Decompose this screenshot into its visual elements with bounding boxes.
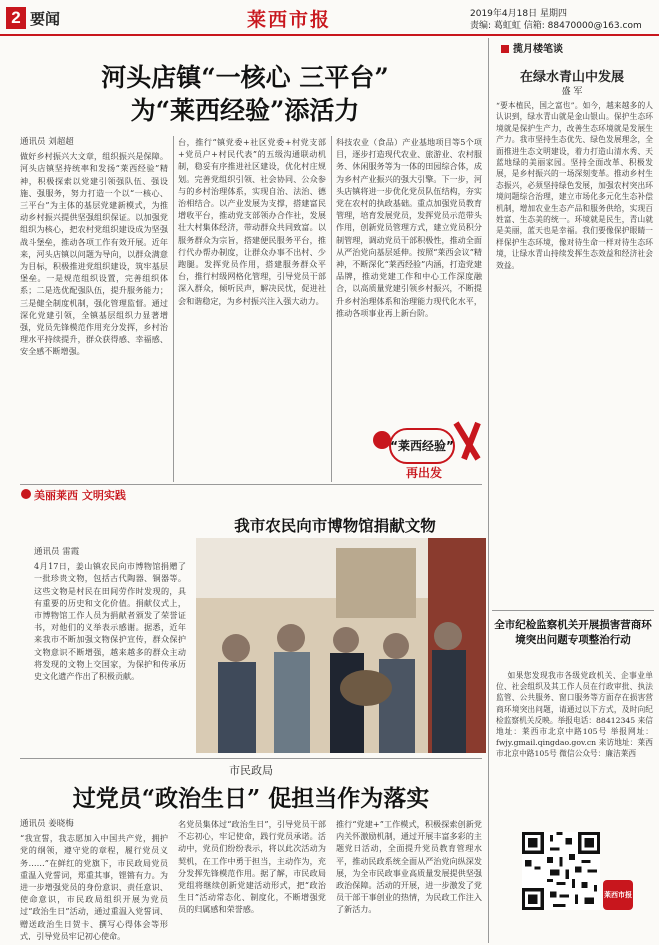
culture-body — [34, 546, 186, 746]
politics-headline: 过党员“政治生日” 促担当作为落实 — [72, 785, 430, 812]
issue-date: 2019年4月18日 星期四 — [470, 9, 567, 19]
app-icon[interactable]: 莱西市报 — [603, 880, 633, 910]
sidebar-author: 盛 军 — [561, 87, 583, 97]
lead-reporter: 通讯员 刘超超 — [20, 137, 74, 147]
logo-text-line1: “莱西经验” — [390, 439, 454, 453]
culture-reporter: 通讯员 雷霞 — [34, 547, 80, 557]
masthead-logo: 莱西市报 — [247, 9, 332, 31]
politics-column-1 — [20, 818, 168, 940]
flower-icon — [20, 488, 32, 500]
politics-body-2: 名党员集体过“政治生日”，引导党员干部不忘初心，牢记使命，践行党员承诺。活动中，党员们纷纷表示，将以此次活动为契机，在工作中勇于担当，主动作为，充分发挥先锋模范作用。据了解，市民政局党组将继续创新党建活动形式，把“政治生日”活动常态化、制度化，不断增强党员的归属感和荣誉感。 — [178, 819, 326, 915]
sidebar-body-2-text: 如果您发现我市各级党政机关、企事业单位、社会组织及其工作人员在行政审批、执法监管、公共服务、窗口服务等方面存在损害营商环境突出问题，请通过以下方式，及时向纪检监察机关反映。举报电话：88412345 来信地址：莱西市北京中路105号 举报网址：fwjy.gmail.qingdao.gov.cn 来访地址：莱西市北京中路105号 微信公众号：廉洁莱西 — [496, 671, 653, 759]
lead-headline-line2: 为“莱西经验”添活力 — [130, 96, 360, 125]
laixi-experience-logo — [360, 415, 488, 493]
politics-column-2 — [178, 818, 326, 940]
lead-body-1: 做好乡村振兴大文章，组织振兴是保障。河头店镇坚持统率和发扬“莱西经验”精神，积极探索以党建引领强队伍、强设施、强服务，努力打造一个以“一核心、三平台”为主体的基层党建新模式，为推动乡村振兴提供坚强组织保证。以加强党组织为核心，把农村党组织建设成为坚强战斗堡垒，推动各项工作有效开展。近年来，河头店镇以问题为导向，以群众满意为目标，积极推进党组织建设，筑牢基层堡垒。一是规范组织设置，完善组织体系；二是选优配强队伍，提升服务能力；三是健全制度机制，强化管理监督。通过深化党建引领，全镇基层组织力显著增强，党员先锋模范作用充分发挥，乡村治理水平持续提升，群众获得感、幸福感、安全感不断增强。 — [20, 151, 168, 357]
sidebar-rule — [492, 610, 654, 611]
culture-section-tag: 美丽莱西 文明实践 — [34, 489, 126, 502]
section-divider — [20, 758, 482, 759]
politics-body-3: 推行“党建+”工作模式，积极探索创新党内关怀激励机制，通过开展丰富多彩的主题党日活动，全面提升党员教育管理水平，推动民政系统全面从严治党向纵深发展，为全市民政事业高质量发展提供坚强政治保障。活动的开展，进一步激发了党员干部干事创业的热情，为民政工作注入了新活力。 — [336, 819, 482, 915]
politics-column-3 — [336, 818, 482, 940]
lead-body-3: 科技农业（食品）产业基地项目等5个项目，逐步打造现代农业、旅游业、农村服务、休闲服务等为一体的田园综合体，成为乡村产业振兴的强大引擎。下一步，河头店镇将进一步优化党员队伍结构，夯实党在农村的执政基础。重点加强党员教育管理，培育发展党员，发挥党员示范带头作用，创新党员管理方式，建立党员积分制管理，调动党员干部积极性，推动全面从严治党向基层延伸。按照“莱西会议”精神，不断深化“莱西经验”内涵，打造党建品牌，推动党建工作和中心工作深度融合，以高质量党建引领乡村振兴，不断提升乡村治理体系和治理能力现代化水平，推动各项事业再上新台阶。 — [336, 137, 482, 318]
sidebar-column-head: 揽月楼笔谈 — [501, 40, 563, 55]
museum-donation-photo — [196, 538, 486, 753]
sidebar-headline-2: 全市纪检监察机关开展损害营商环境突出问题专项整治行动 — [494, 619, 652, 646]
lead-headline-line1: 河头店镇“一核心 三平台” — [101, 63, 389, 92]
column-divider — [173, 136, 174, 482]
lead-column-3 — [336, 136, 482, 346]
sidebar-divider — [488, 38, 489, 943]
politics-body-1: “我宣誓，我志愿加入中国共产党，拥护党的纲领，遵守党的章程，履行党员义务……”在鲜红的党旗下，市民政局党员重温入党誓词，郑重其事，铿锵有力。为进一步增强党员的身份意识、责任意识、使命意识，市民政局组织开展为党员过“政治生日”活动，通过重温入党誓词、赠送政治生日贺卡、撰写心得体会等形式，引导党员牢记初心使命。 — [20, 833, 168, 940]
section-divider — [20, 484, 482, 485]
culture-headline: 我市农民向市博物馆捐献文物 — [234, 516, 436, 535]
page-number-badge: 2 — [6, 7, 26, 29]
culture-text: 4月17日，姜山镇农民向市博物馆捐赠了一批珍贵文物，包括古代陶器、铜器等。这些文物是村民在田间劳作时发现的，具有重要的历史和文化价值。捐献仪式上，市博物馆工作人员为捐献者颁发了荣誉证书，对他们的义举表示感谢。据悉，近年来我市不断加强文物保护宣传，群众保护文物意识不断增强，越来越多的群众主动将发现的文物上交国家，为保护和传承历史文化遗产作出了积极贡献。 — [34, 561, 186, 682]
section-name: 要闻 — [30, 10, 61, 28]
lead-column-1 — [20, 136, 168, 482]
logo-text-line2: 再出发 — [405, 466, 443, 480]
column-divider — [331, 136, 332, 482]
sidebar-body-2 — [496, 670, 653, 832]
editor-info: 责编: 葛虹虹 信箱: 88470000@163.com — [470, 21, 642, 31]
lead-body-2: 台，推行“镇党委+社区党委+村党支部+党员户+村民代表”的五级沟通联动机制，稳妥有序推进社区建设，优化村庄规划。完善党组织引领、社会协同、公众参与的乡村治理体系，实现自治、法治、德治相结合。以产业发展为支撑，搭建富民增收平台，推动党支部领办合作社，发展壮大村集体经济，带动群众共同致富。以服务群众为宗旨，搭建便民服务平台，推行代办帮办制度，让群众办事不出村、少跑腿。发挥党员作用，搭建服务群众平台，推行村级网格化管理，引导党员干部深入群众，倾听民声，解决民忧，促进社会和谐稳定，为乡村振兴注入强大动力。 — [178, 137, 326, 306]
sidebar-headline: 在绿水青山中发展 — [519, 70, 624, 85]
sidebar-body: “要本植民，国之富也”。如今，越来越多的人认识到，绿水青山就是金山银山。保护生态环境就是保护生产力，改善生态环境就是发展生产力。我市坚持生态优先、绿色发展理念，全面推进生态文明建设，着力打造山清水秀、天蓝地绿的美丽家园。坚持全面改革、积极发展，是乡村振兴的一场深刻变革。推动乡村生态振兴，必须坚持绿色发展，加强农村突出环境问题综合治理，建立市场化多元化生态补偿机制，增加农业生态产品和服务供给，实现百姓富、生态美的统一。环境就是民生，青山就是美丽，蓝天也是幸福。我们要像保护眼睛一样保护生态环境，像对待生命一样对待生态环境，让绿水青山持续发挥生态效益和经济社会效益。 — [496, 101, 653, 270]
politics-reporter: 通讯员 姜晓梅 — [20, 819, 74, 829]
qr-code[interactable] — [522, 832, 600, 910]
politics-kicker: 市民政局 — [229, 764, 273, 777]
party-emblem-icon — [373, 431, 391, 449]
header-rule — [0, 34, 659, 36]
lead-column-2 — [178, 136, 326, 394]
